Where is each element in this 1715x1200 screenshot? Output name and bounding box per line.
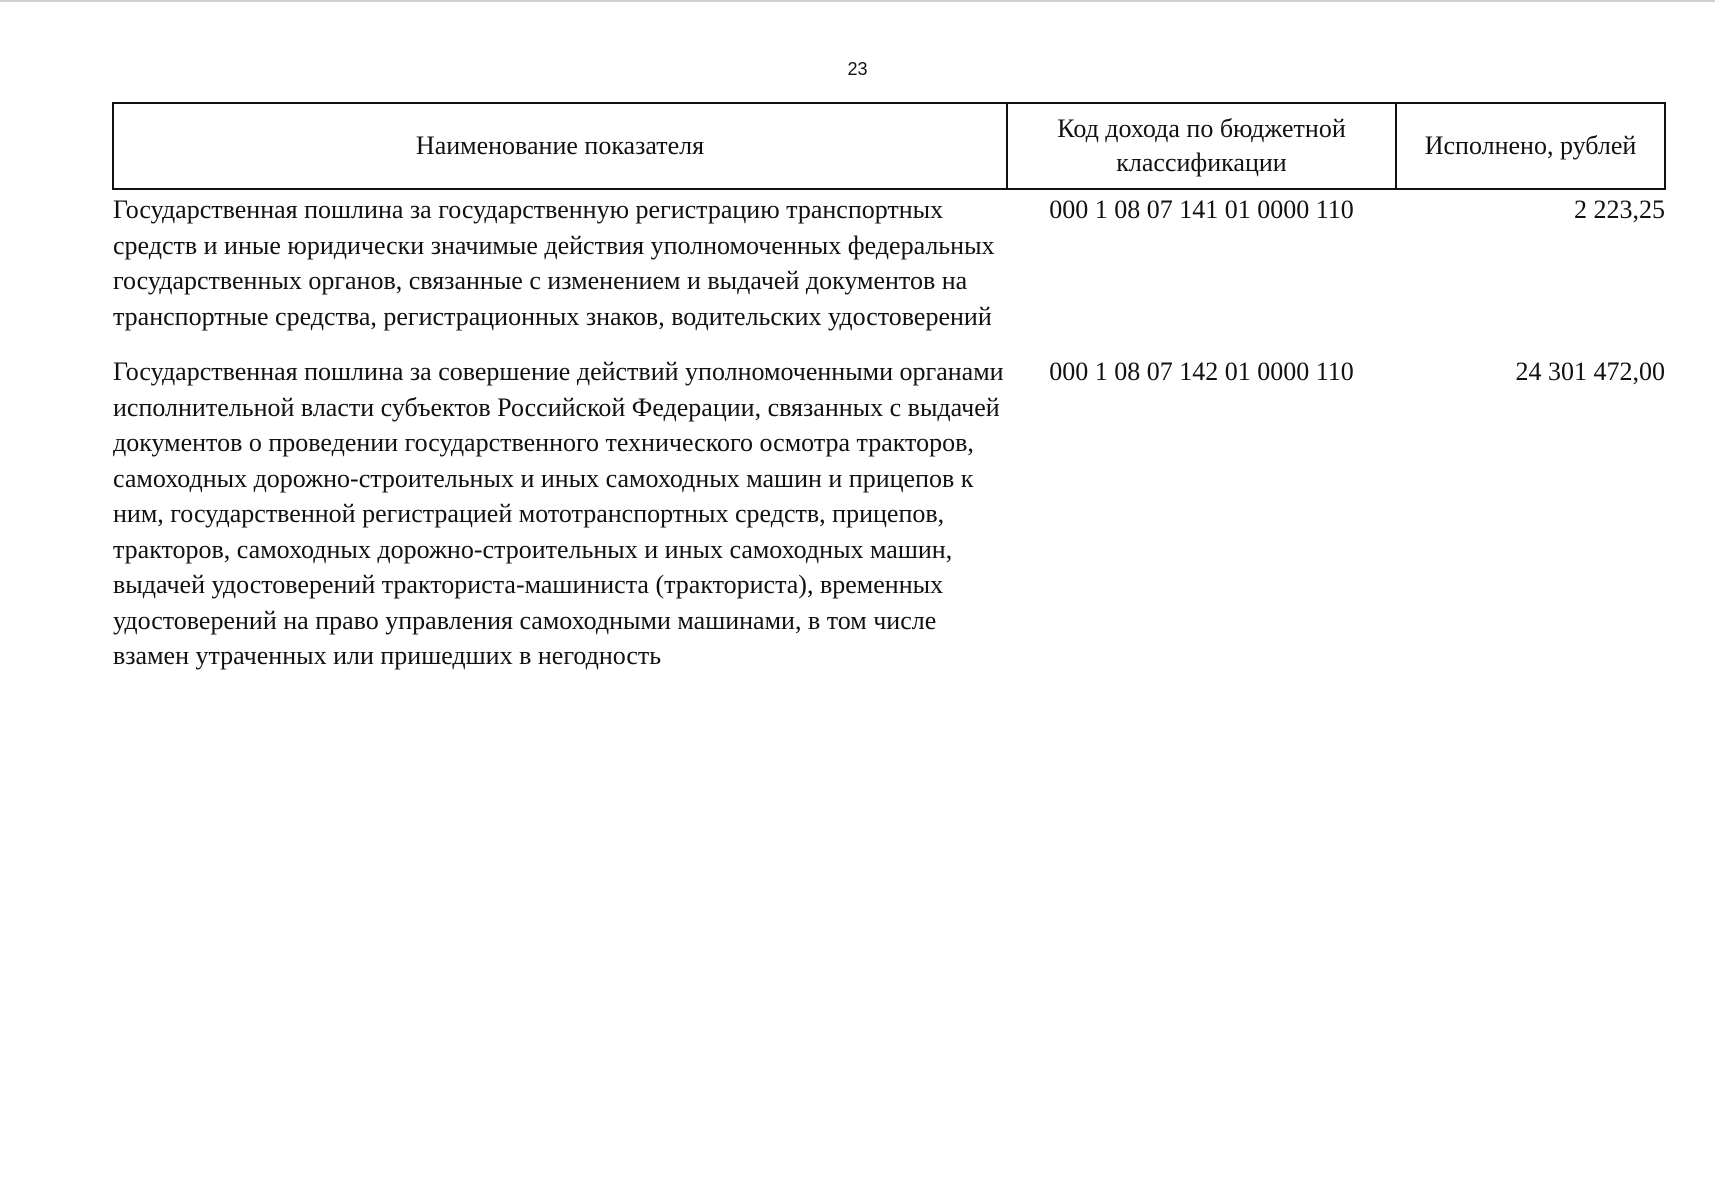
header-executed-amount: Исполнено, рублей [1396, 103, 1665, 189]
table-header-row [113, 103, 1665, 189]
header-indicator-name: Наименование показателя [113, 103, 1007, 189]
row-executed-amount: 24 301 472,00 [1515, 357, 1665, 386]
row-indicator-name: Государственная пошлина за совершение действий уполномоченными органами исполнительной власти субъектов Российской Федерации, связанных с выдачей документов о проведении государственного технического осмотра тракторов, самоходных дорожно-строительных и иных самоходных машин и прицепов к ним, государственной регистрацией мототранспортных средств, прицепов, тракторов, самоходных дорожно-строительных и иных самоходных машин, выдачей удостоверений тракториста-машиниста (тракториста), временных удостоверений на право управления самоходными машинами, в том числе взамен утраченных или пришедших в негодность [113, 357, 1004, 670]
page-number: 23 [847, 59, 868, 79]
revenue-table [112, 102, 1666, 674]
table-header [113, 103, 1665, 189]
table-row [113, 189, 1665, 352]
row-executed-amount: 2 223,25 [1574, 195, 1665, 224]
table-body [113, 189, 1665, 674]
row-budget-code: 000 1 08 07 142 01 0000 110 [1049, 357, 1354, 386]
row-indicator-name: Государственная пошлина за государственную регистрацию транспортных средств и иные юридически значимые действия уполномоченных федеральных государственных органов, связанные с изменением и выдачей документов на транспортные средства, регистрационных знаков, водительских удостоверений [113, 195, 995, 331]
row-budget-code: 000 1 08 07 141 01 0000 110 [1049, 195, 1354, 224]
page-top-edge [0, 0, 1715, 2]
header-budget-code: Код дохода по бюджетной классификации [1007, 103, 1396, 189]
table-row [113, 352, 1665, 674]
